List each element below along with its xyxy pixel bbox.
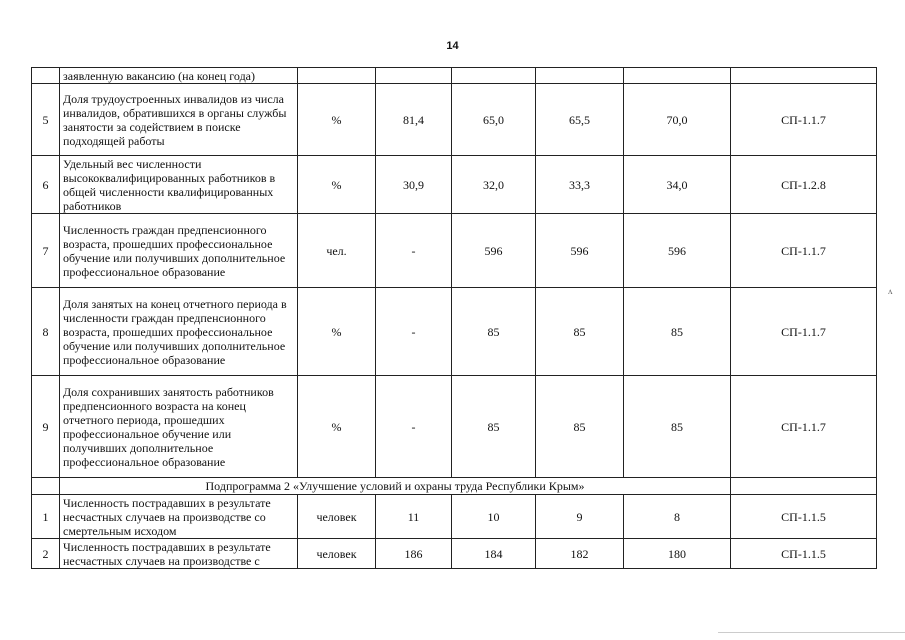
value-cell: 34,0	[624, 156, 731, 214]
indicator-name: Численность граждан предпенсионного возраста, прошедших профессиональное обучение или получивших дополнительное профессиональное образование	[60, 214, 298, 288]
row-number: 8	[32, 288, 60, 376]
table-row	[32, 288, 877, 376]
indicator-name: Численность пострадавших в результате несчастных случаев на производстве со смертельным исходом	[60, 495, 298, 539]
indicator-name: Доля занятых на конец отчетного периода в численности граждан предпенсионного возраста, прошедших профессиональное обучение или получивших дополнительное профессиональное образование	[60, 288, 298, 376]
section-spacer	[731, 478, 877, 495]
value-cell	[452, 68, 536, 84]
code-cell: СП-1.1.7	[731, 84, 877, 156]
unit-cell: %	[298, 288, 376, 376]
code-cell	[731, 68, 877, 84]
value-cell: 184	[452, 539, 536, 569]
value-cell: -	[376, 376, 452, 478]
section-spacer	[32, 478, 60, 495]
row-number	[32, 68, 60, 84]
value-cell: -	[376, 288, 452, 376]
value-cell: 85	[536, 376, 624, 478]
stray-scan-mark: ʌ	[888, 286, 893, 296]
value-cell: 8	[624, 495, 731, 539]
unit-cell: чел.	[298, 214, 376, 288]
table-row	[32, 68, 877, 84]
row-number: 6	[32, 156, 60, 214]
unit-cell	[298, 68, 376, 84]
section-row	[32, 478, 877, 495]
unit-cell: %	[298, 84, 376, 156]
value-cell: 70,0	[624, 84, 731, 156]
value-cell: 65,5	[536, 84, 624, 156]
code-cell: СП-1.1.7	[731, 288, 877, 376]
table-row	[32, 539, 877, 569]
value-cell: 33,3	[536, 156, 624, 214]
page-number: 14	[446, 40, 459, 52]
unit-cell: %	[298, 156, 376, 214]
value-cell	[536, 68, 624, 84]
row-number: 2	[32, 539, 60, 569]
value-cell: 180	[624, 539, 731, 569]
indicator-name: Доля сохранивших занятость работников предпенсионного возраста на конец отчетного периода, прошедших профессиональное обучение или получивших дополнительное профессиональное образование	[60, 376, 298, 478]
value-cell: 10	[452, 495, 536, 539]
table-row	[32, 156, 877, 214]
row-number: 9	[32, 376, 60, 478]
value-cell: 85	[536, 288, 624, 376]
indicator-name: Удельный вес численности высококвалифицированных работников в общей численности квалифицированных работников	[60, 156, 298, 214]
row-number: 1	[32, 495, 60, 539]
value-cell: 85	[452, 376, 536, 478]
unit-cell: %	[298, 376, 376, 478]
value-cell: 596	[452, 214, 536, 288]
code-cell: СП-1.1.5	[731, 539, 877, 569]
code-cell: СП-1.1.5	[731, 495, 877, 539]
code-cell: СП-1.2.8	[731, 156, 877, 214]
indicator-name: Доля трудоустроенных инвалидов из числа инвалидов, обратившихся в органы службы занятости за содействием в поиске подходящей работы	[60, 84, 298, 156]
unit-cell: человек	[298, 495, 376, 539]
value-cell: 596	[536, 214, 624, 288]
table-row	[32, 376, 877, 478]
value-cell: 65,0	[452, 84, 536, 156]
value-cell: 85	[452, 288, 536, 376]
indicator-name: заявленную вакансию (на конец года)	[60, 68, 298, 84]
indicators-table	[31, 67, 877, 569]
value-cell: 596	[624, 214, 731, 288]
value-cell	[624, 68, 731, 84]
code-cell: СП-1.1.7	[731, 214, 877, 288]
unit-cell: человек	[298, 539, 376, 569]
code-cell: СП-1.1.7	[731, 376, 877, 478]
row-number: 5	[32, 84, 60, 156]
value-cell: 85	[624, 376, 731, 478]
value-cell	[376, 68, 452, 84]
value-cell: 11	[376, 495, 452, 539]
table-row	[32, 84, 877, 156]
indicator-name: Численность пострадавших в результате несчастных случаев на производстве с	[60, 539, 298, 569]
table-row	[32, 214, 877, 288]
value-cell: 81,4	[376, 84, 452, 156]
row-number: 7	[32, 214, 60, 288]
value-cell: 85	[624, 288, 731, 376]
section-title: Подпрограмма 2 «Улучшение условий и охраны труда Республики Крым»	[60, 478, 731, 495]
value-cell: 182	[536, 539, 624, 569]
value-cell: 186	[376, 539, 452, 569]
value-cell: 30,9	[376, 156, 452, 214]
value-cell: -	[376, 214, 452, 288]
table-row	[32, 495, 877, 539]
scan-edge-line	[718, 632, 905, 633]
value-cell: 32,0	[452, 156, 536, 214]
value-cell: 9	[536, 495, 624, 539]
